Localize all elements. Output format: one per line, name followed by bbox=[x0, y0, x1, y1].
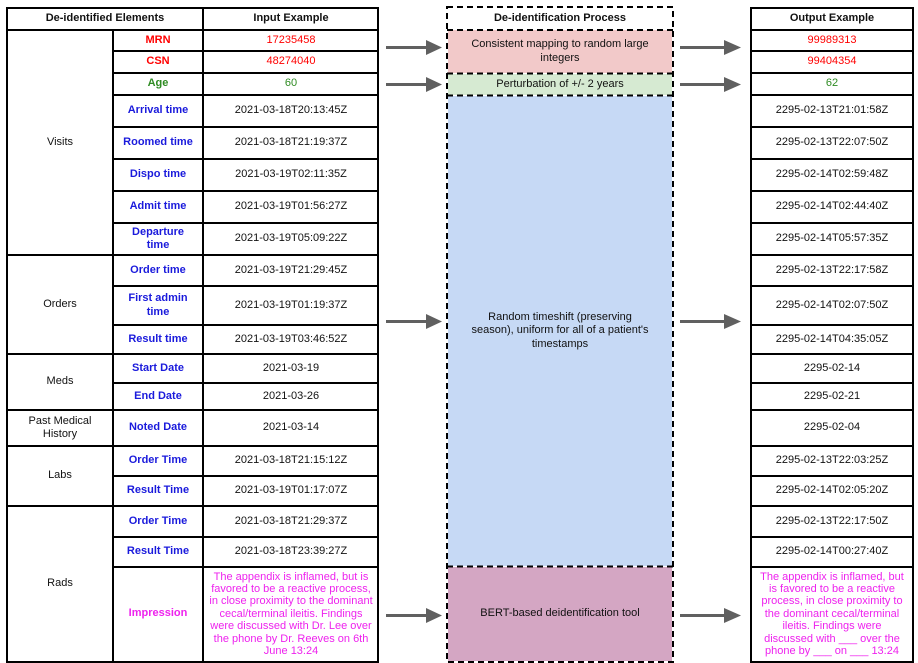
output-value: The appendix is inflamed, but is favored to be a reactive process, in close proximity to the dominant cecal/terminal ileitis. Findings were discussed with ___ over the phone by ___ on ___ 13:24 bbox=[760, 570, 904, 658]
arrow-icon bbox=[386, 314, 442, 329]
input-value: 2021-03-26 bbox=[262, 389, 320, 402]
output-value: 99989313 bbox=[807, 33, 857, 46]
input-value: 2021-03-19T02:11:35Z bbox=[235, 168, 347, 181]
field-name: Result Time bbox=[126, 484, 190, 497]
output-value: 2295-02-14T00:27:40Z bbox=[775, 545, 889, 558]
output-value: 2295-02-13T22:03:25Z bbox=[775, 454, 889, 467]
group-label: Past Medical History bbox=[28, 414, 92, 440]
input-value: 17235458 bbox=[266, 33, 316, 46]
output-value: 2295-02-14T02:44:40Z bbox=[775, 200, 889, 213]
field-name: Admit time bbox=[129, 200, 187, 213]
arrow-icon bbox=[680, 40, 741, 55]
process-perturbation: Perturbation of +/- 2 years bbox=[448, 74, 672, 95]
field-name: MRN bbox=[145, 33, 171, 46]
output-value: 2295-02-13T22:17:50Z bbox=[775, 514, 889, 527]
output-value: 2295-02-14T02:07:50Z bbox=[775, 298, 889, 311]
arrow-icon bbox=[386, 608, 442, 623]
group-label: Visits bbox=[46, 135, 74, 148]
group-label: Rads bbox=[47, 576, 73, 589]
output-value: 2295-02-14T04:35:05Z bbox=[775, 332, 889, 345]
process-timeshift: Random timeshift (preserving season), uniform for all of a patient's timestamps bbox=[448, 96, 672, 566]
output-value: 2295-02-14T02:59:48Z bbox=[775, 168, 889, 181]
output-value: 99404354 bbox=[807, 55, 857, 68]
input-value: 2021-03-19T03:46:52Z bbox=[234, 332, 348, 345]
field-name: Result time bbox=[128, 332, 188, 345]
arrow-icon bbox=[680, 608, 741, 623]
arrow-icon bbox=[386, 40, 442, 55]
field-name: Result Time bbox=[126, 545, 190, 558]
group-label: Orders bbox=[43, 297, 77, 310]
field-name: Order Time bbox=[128, 514, 188, 527]
field-name: Noted Date bbox=[128, 421, 188, 434]
field-name: Roomed time bbox=[123, 136, 193, 149]
output-value: 2295-02-14T05:57:35Z bbox=[775, 232, 889, 245]
group-label: Meds bbox=[46, 375, 74, 388]
input-value: 2021-03-14 bbox=[262, 421, 320, 434]
output-header: Output Example bbox=[789, 12, 875, 25]
field-name: Order Time bbox=[128, 454, 188, 467]
field-name: Age bbox=[147, 77, 169, 90]
input-value: 2021-03-18T20:13:45Z bbox=[234, 104, 348, 117]
output-value: 2295-02-21 bbox=[803, 389, 861, 402]
output-value: 2295-02-13T22:07:50Z bbox=[775, 136, 889, 149]
input-value: 2021-03-19T21:29:45Z bbox=[234, 263, 348, 276]
input-value: 2021-03-18T21:15:12Z bbox=[234, 454, 348, 467]
input-value: 2021-03-19T05:09:22Z bbox=[234, 232, 348, 245]
output-value: 2295-02-14 bbox=[803, 361, 861, 374]
process-bert: BERT-based deidentification tool bbox=[448, 567, 672, 661]
output-value: 2295-02-04 bbox=[803, 421, 861, 434]
field-name: CSN bbox=[146, 55, 170, 68]
output-value: 2295-02-13T21:01:58Z bbox=[775, 104, 889, 117]
arrow-icon bbox=[386, 77, 442, 92]
arrow-icon bbox=[680, 314, 741, 329]
field-name: Order time bbox=[130, 263, 186, 276]
input-value: 2021-03-19T01:56:27Z bbox=[234, 200, 348, 213]
input-value: 2021-03-19 bbox=[262, 361, 320, 374]
field-name: Arrival time bbox=[127, 104, 189, 117]
field-name: Start Date bbox=[132, 361, 184, 374]
input-value: 2021-03-19T01:17:07Z bbox=[234, 484, 348, 497]
input-value: 2021-03-18T21:19:37Z bbox=[234, 136, 348, 149]
arrow-icon bbox=[680, 77, 741, 92]
field-name: End Date bbox=[134, 389, 182, 402]
field-name: First admin time bbox=[128, 292, 188, 318]
input-value: 60 bbox=[284, 77, 298, 90]
elements-header: De-identified Elements bbox=[45, 12, 165, 25]
input-value: The appendix is inflamed, but is favored to be a reactive process, in close proximity to the dominant cecal/terminal ileitis. Findings were discussed with Dr. Lee over the phone by Dr. Reeves on 6th June 13:24 bbox=[209, 570, 373, 658]
field-name: Dispo time bbox=[129, 168, 187, 181]
input-value: 2021-03-19T01:19:37Z bbox=[234, 298, 348, 311]
field-name: Departure time bbox=[132, 225, 184, 251]
output-value: 2295-02-14T02:05:20Z bbox=[775, 484, 889, 497]
field-name: Impression bbox=[128, 607, 188, 620]
input-value: 2021-03-18T21:29:37Z bbox=[234, 514, 348, 527]
input-value: 2021-03-18T23:39:27Z bbox=[234, 545, 348, 558]
output-value: 2295-02-13T22:17:58Z bbox=[775, 263, 889, 276]
input-header: Input Example bbox=[253, 12, 329, 25]
output-value: 62 bbox=[825, 77, 839, 90]
process-mapping: Consistent mapping to random large integers bbox=[448, 30, 672, 73]
input-value: 48274040 bbox=[266, 55, 316, 68]
process-header: De-identification Process bbox=[493, 12, 627, 25]
group-label: Labs bbox=[48, 469, 72, 482]
